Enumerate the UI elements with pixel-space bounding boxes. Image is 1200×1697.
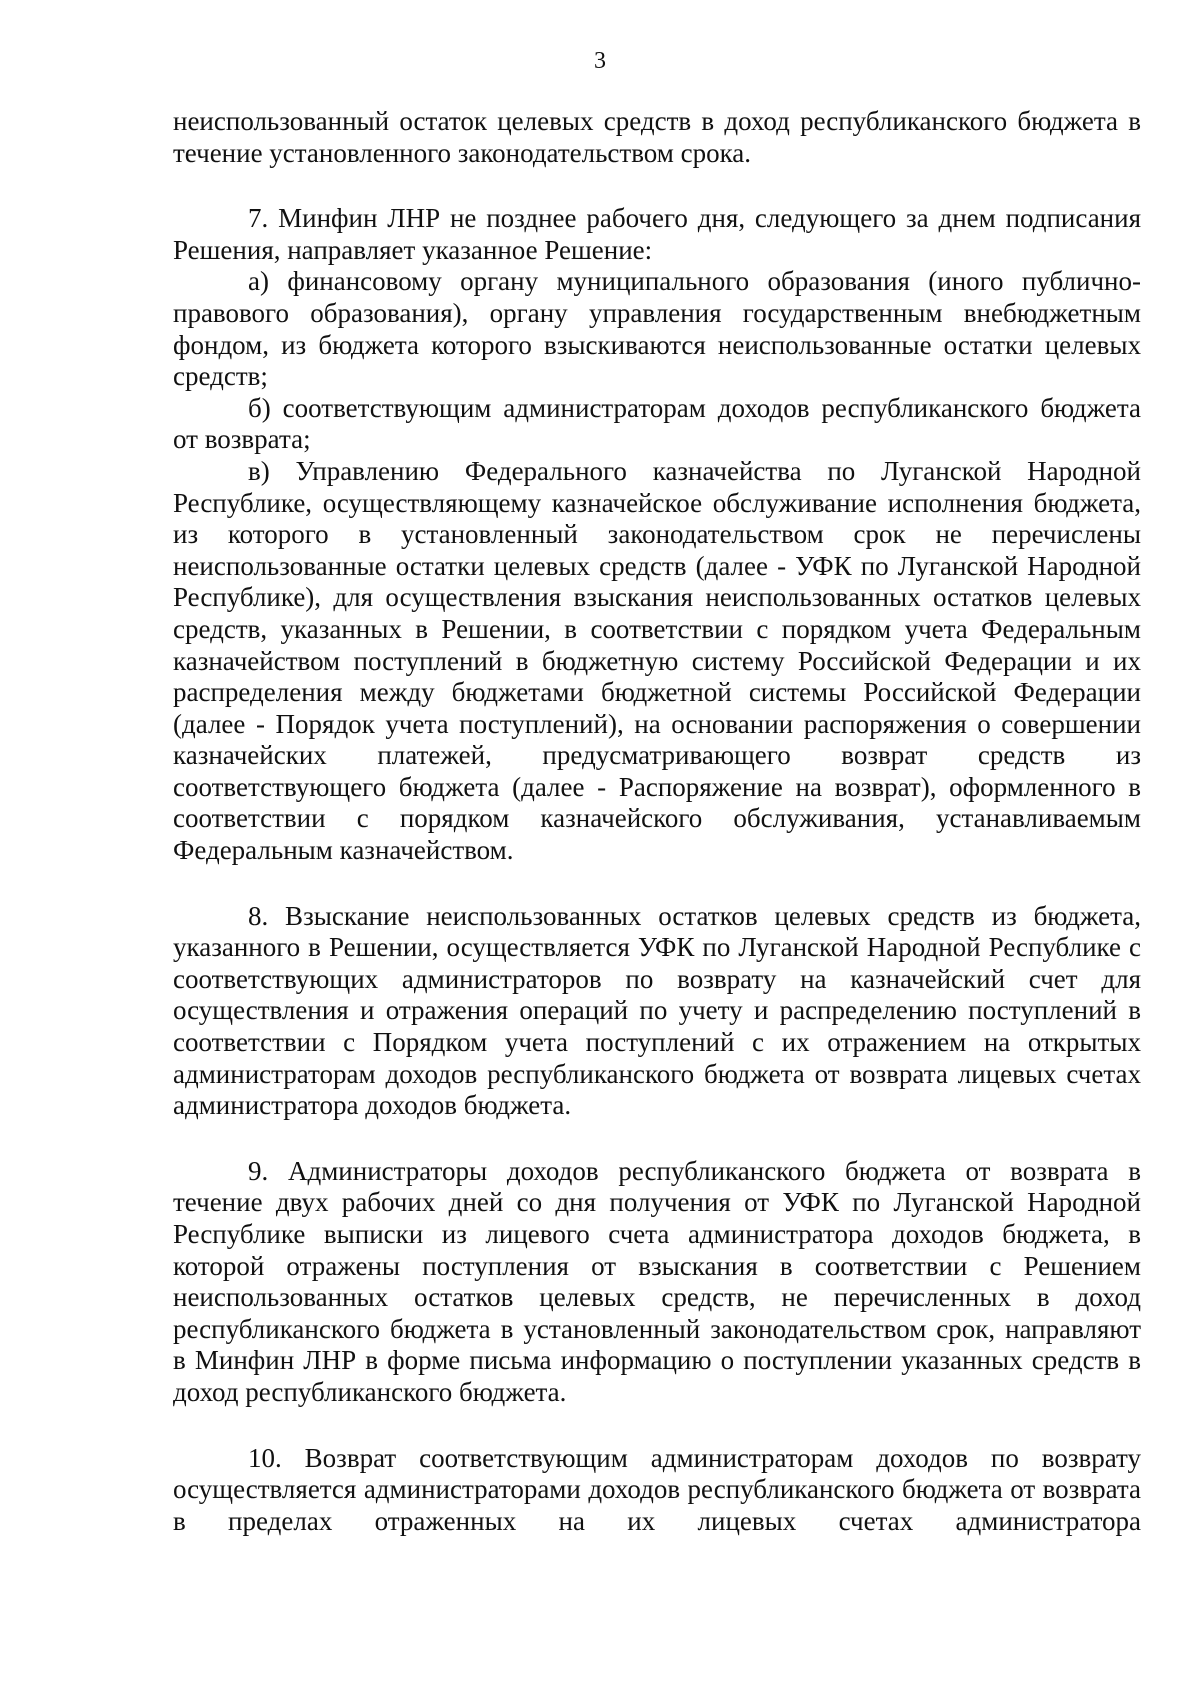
paragraph-10: 10. Возврат соответствующим администраторам доходов по возврату осуществляется администраторами доходов республиканского бюджета от возврата в пределах отраженных на их лицевых счетах администратора (173, 1442, 1141, 1536)
page-number: 3 (594, 48, 606, 74)
paragraph-8: 8. Взыскание неиспользованных остатков целевых средств из бюджета, указанного в Решении, осуществляется УФК по Луганской Народной Республике с соответствующих администраторов по возврату на казначейский счет для осуществления и отражения операций по учету и распределению поступлений в соответствии с Порядком учета поступлений с их отражением на открытых администраторам доходов республиканского бюджета от возврата лицевых счетах администратора доходов бюджета. (173, 900, 1141, 1121)
paragraph-9: 9. Администраторы доходов республиканского бюджета от возврата в течение двух рабочих дней со дня получения от УФК по Луганской Народной Республике выписки из лицевого счета администратора доходов бюджета, в которой отражены поступления от взыскания в соответствии с Решением неиспользованных остатков целевых средств, не перечисленных в доход республиканского бюджета в установленный законодательством срок, направляют в Минфин ЛНР в форме письма информацию о поступлении указанных средств в доход республиканского бюджета. (173, 1155, 1141, 1407)
paragraph-7a: а) финансовому органу муниципального образования (иного публично-правового образования), органу управления государственным внебюджетным фондом, из бюджета которого взыскиваются неиспользованные остатки целевых средств; (173, 266, 1141, 392)
paragraph-continuation: неиспользованный остаток целевых средств в доход республиканского бюджета в течение установленного законодательством срока. (173, 106, 1141, 168)
paragraph-7b: б) соответствующим администраторам доходов республиканского бюджета от возврата; (173, 392, 1141, 455)
paragraph-7c: в) Управлению Федерального казначейства по Луганской Народной Республике, осуществляющему казначейское обслуживание исполнения бюджета, из которого в установленный законодательством срок не перечислены неиспользованные остатки целевых средств (далее - УФК по Луганской Народной Республике), для осуществления взыскания неиспользованных остатков целевых средств, указанных в Решении, в соответствии с порядком учета Федеральным казначейством поступлений в бюджетную систему Российской Федерации и их распределения между бюджетами бюджетной системы Российской Федерации (далее - Порядок учета поступлений), на основании распоряжения о совершении казначейских платежей, предусматривающего возврат средств из соответствующего бюджета (далее - Распоряжение на возврат), оформленного в соответствии с порядком казначейского обслуживания, устанавливаемым Федеральным казначейством. (173, 455, 1141, 866)
paragraph-7: 7. Минфин ЛНР не позднее рабочего дня, следующего за днем подписания Решения, направляет указанное Решение: (173, 203, 1141, 265)
document-body (173, 106, 1141, 1537)
